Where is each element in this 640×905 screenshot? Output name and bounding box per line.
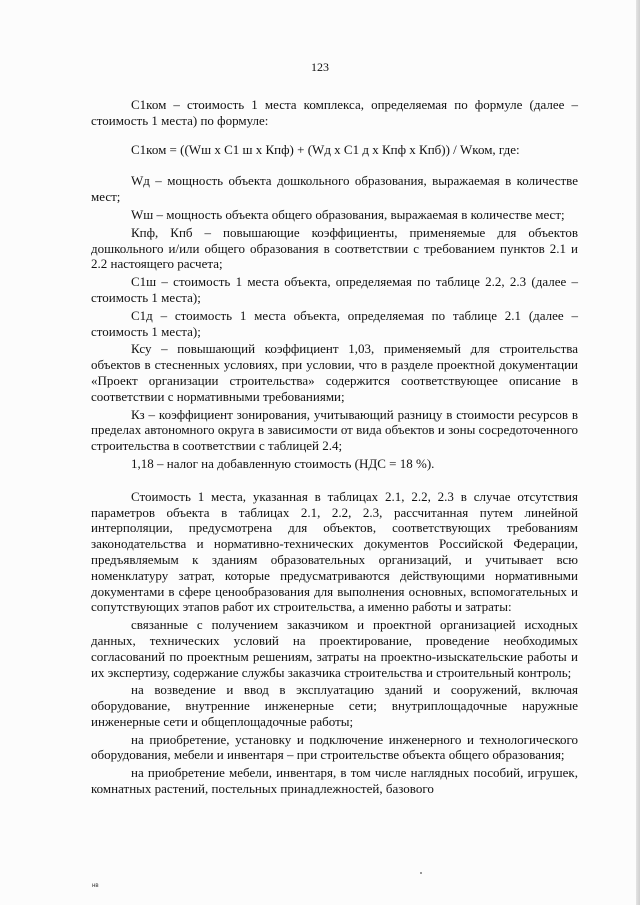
formula-c1kom: С1ком = ((Wш х С1 ш х Кпф) + (Wд х С1 д х Кпф х Кпб)) / Wком, где: (131, 141, 520, 157)
paragraph-place-cost: Стоимость 1 места, указанная в таблицах 2.1, 2.2, 2.3 в случае отсутствия параметров объекта в таблицах 2.1, 2.2, 2.3, рассчитанная путем линейной интерполяции, предусмотрена для объектов, соответствующих требованиям законодательства и нормативно-технических документов Российской Федерации, предъявляемым к зданиям образовательных организаций, и учитывает всю номенклатуру затрат, которые предусматриваются действующими нормативными документами в сфере ценообразования для выполнения основных, вспомогательных и сопутствующих этапов работ их строительства, а именно работы и затраты: (91, 488, 578, 615)
list-item-construction: на возведение и ввод в эксплуатацию зданий и сооружений, включая оборудование, внутренние инженерные сети; внутриплощадочные наружные инженерные сети и общеплощадочные работы; (91, 682, 578, 729)
list-item-initial-data: связанные с получением заказчиком и проектной организацией исходных данных, технических условий на проектирование, проведение необходимых согласований по проектным решениям, затраты на проектно-изыскательские работы и их экспертизу, содержание службы заказчика строительства и строительный контроль; (91, 617, 578, 680)
paragraph-c1kom-definition: С1ком – стоимость 1 места комплекса, определяемая по формуле (далее – стоимость 1 места) по формуле: (91, 97, 578, 128)
paragraph-c1sh: С1ш – стоимость 1 места объекта, определяемая по таблице 2.2, 2.3 (далее – стоимость 1 места); (91, 274, 578, 305)
list-item-furniture: на приобретение мебели, инвентаря, в том числе наглядных пособий, игрушек, комнатных растений, постельных принадлежностей, базового (91, 765, 578, 797)
document-body (91, 97, 578, 797)
footer-initials: нв (92, 883, 99, 889)
paragraph-wsh: Wш – мощность объекта общего образования, выражаемая в количестве мест; (131, 206, 565, 222)
paragraph-vat: 1,18 – налог на добавленную стоимость (НДС = 18 %). (131, 455, 435, 471)
scan-speck (420, 872, 422, 874)
list-item-equipment: на приобретение, установку и подключение инженерного и технологического оборудования, мебели и инвентаря – при строительстве объекта общего образования; (91, 731, 578, 763)
paragraph-wd: Wд – мощность объекта дошкольного образования, выражаемая в количестве мест; (91, 173, 578, 205)
paragraph-kpf-kpb: Кпф, Кпб – повышающие коэффициенты, применяемые для объектов дошкольного и/или общего образования в соответствии с требованием пунктов 2.1 и 2.2 настоящего расчета; (91, 224, 578, 272)
page-number: 123 (311, 60, 329, 74)
paragraph-c1d: С1д – стоимость 1 места объекта, определяемая по таблице 2.1 (далее – стоимость 1 места); (91, 307, 578, 339)
paragraph-ksu: Ксу – повышающий коэффициент 1,03, применяемый для строительства объектов в стесненных условиях, при условии, что в разделе проектной документации «Проект организации строительства» содержится соответствующее описание в соответствии с нормативными требованиями; (91, 341, 578, 404)
scan-edge-shadow (636, 0, 640, 905)
paragraph-kz: Кз – коэффициент зонирования, учитывающий разницу в стоимости ресурсов в пределах автономного округа в зависимости от вида объектов и зоны сосредоточенного строительства в соответствии с таблицей 2.4; (91, 406, 578, 454)
